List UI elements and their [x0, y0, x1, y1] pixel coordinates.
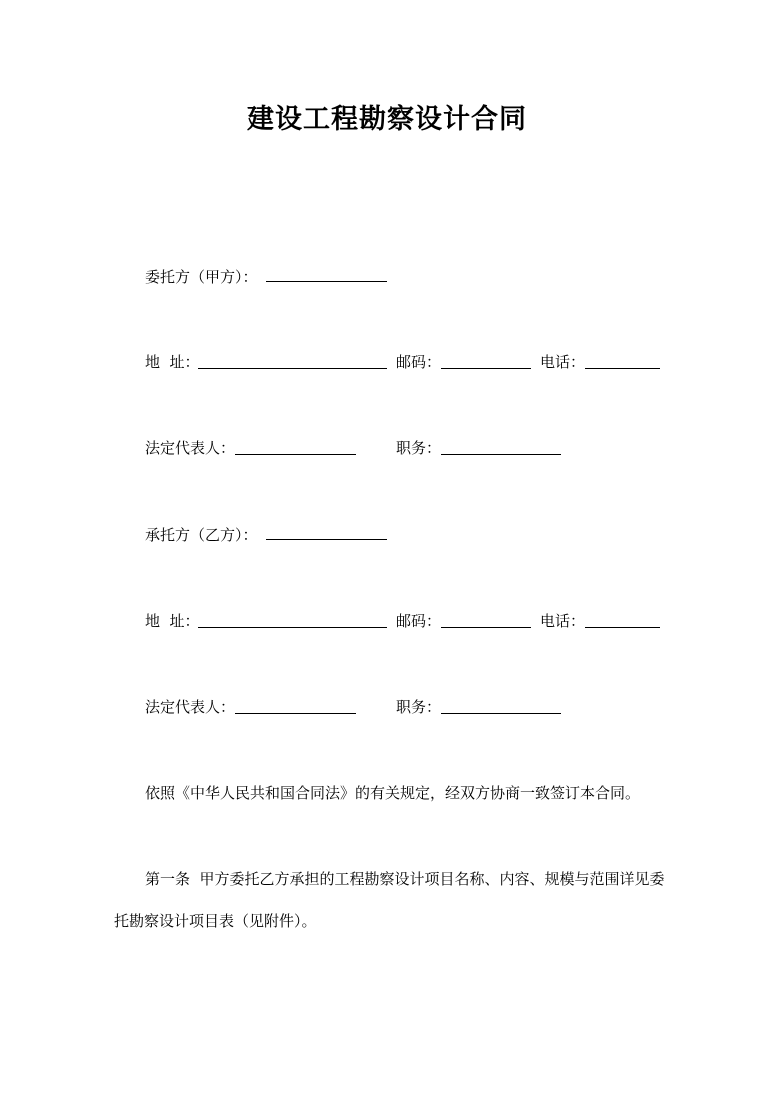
party-a-address-label: 地 址： [145, 353, 200, 371]
party-b-name-blank [266, 539, 387, 540]
party-a-position-label: 职务： [396, 439, 442, 457]
party-b-position-label: 职务： [396, 698, 442, 716]
party-b-representative-blank [235, 713, 356, 714]
party-b-address-label: 地 址： [145, 612, 200, 630]
party-a-postcode-blank [441, 368, 531, 369]
party-a-postcode-label: 邮码： [396, 353, 442, 371]
party-a-label: 委托方（甲方）： [145, 268, 258, 286]
party-a-phone-blank [585, 368, 660, 369]
party-a-phone-label: 电话： [540, 353, 586, 371]
party-a-representative-label: 法定代表人： [145, 439, 236, 457]
party-b-phone-blank [585, 627, 660, 628]
party-b-label: 承托方（乙方）： [145, 526, 258, 544]
party-b-postcode-blank [441, 627, 531, 628]
article-1-line-2: 托勘察设计项目表（见附件）。 [114, 912, 317, 930]
document-title: 建设工程勘察设计合同 [247, 104, 527, 135]
preamble-paragraph: 依照《中华人民共和国合同法》的有关规定，经双方协商一致签订本合同。 [145, 784, 641, 802]
party-b-phone-label: 电话： [540, 612, 586, 630]
party-a-address-blank [198, 368, 387, 369]
article-1-line-1: 第一条 甲方委托乙方承担的工程勘察设计项目名称、内容、规模与范围详见委 [145, 870, 665, 888]
party-b-representative-label: 法定代表人： [145, 698, 236, 716]
party-b-position-blank [441, 713, 561, 714]
party-a-representative-blank [235, 454, 356, 455]
party-a-position-blank [441, 454, 561, 455]
party-b-postcode-label: 邮码： [396, 612, 442, 630]
party-a-name-blank [266, 281, 387, 282]
party-b-address-blank [198, 627, 387, 628]
